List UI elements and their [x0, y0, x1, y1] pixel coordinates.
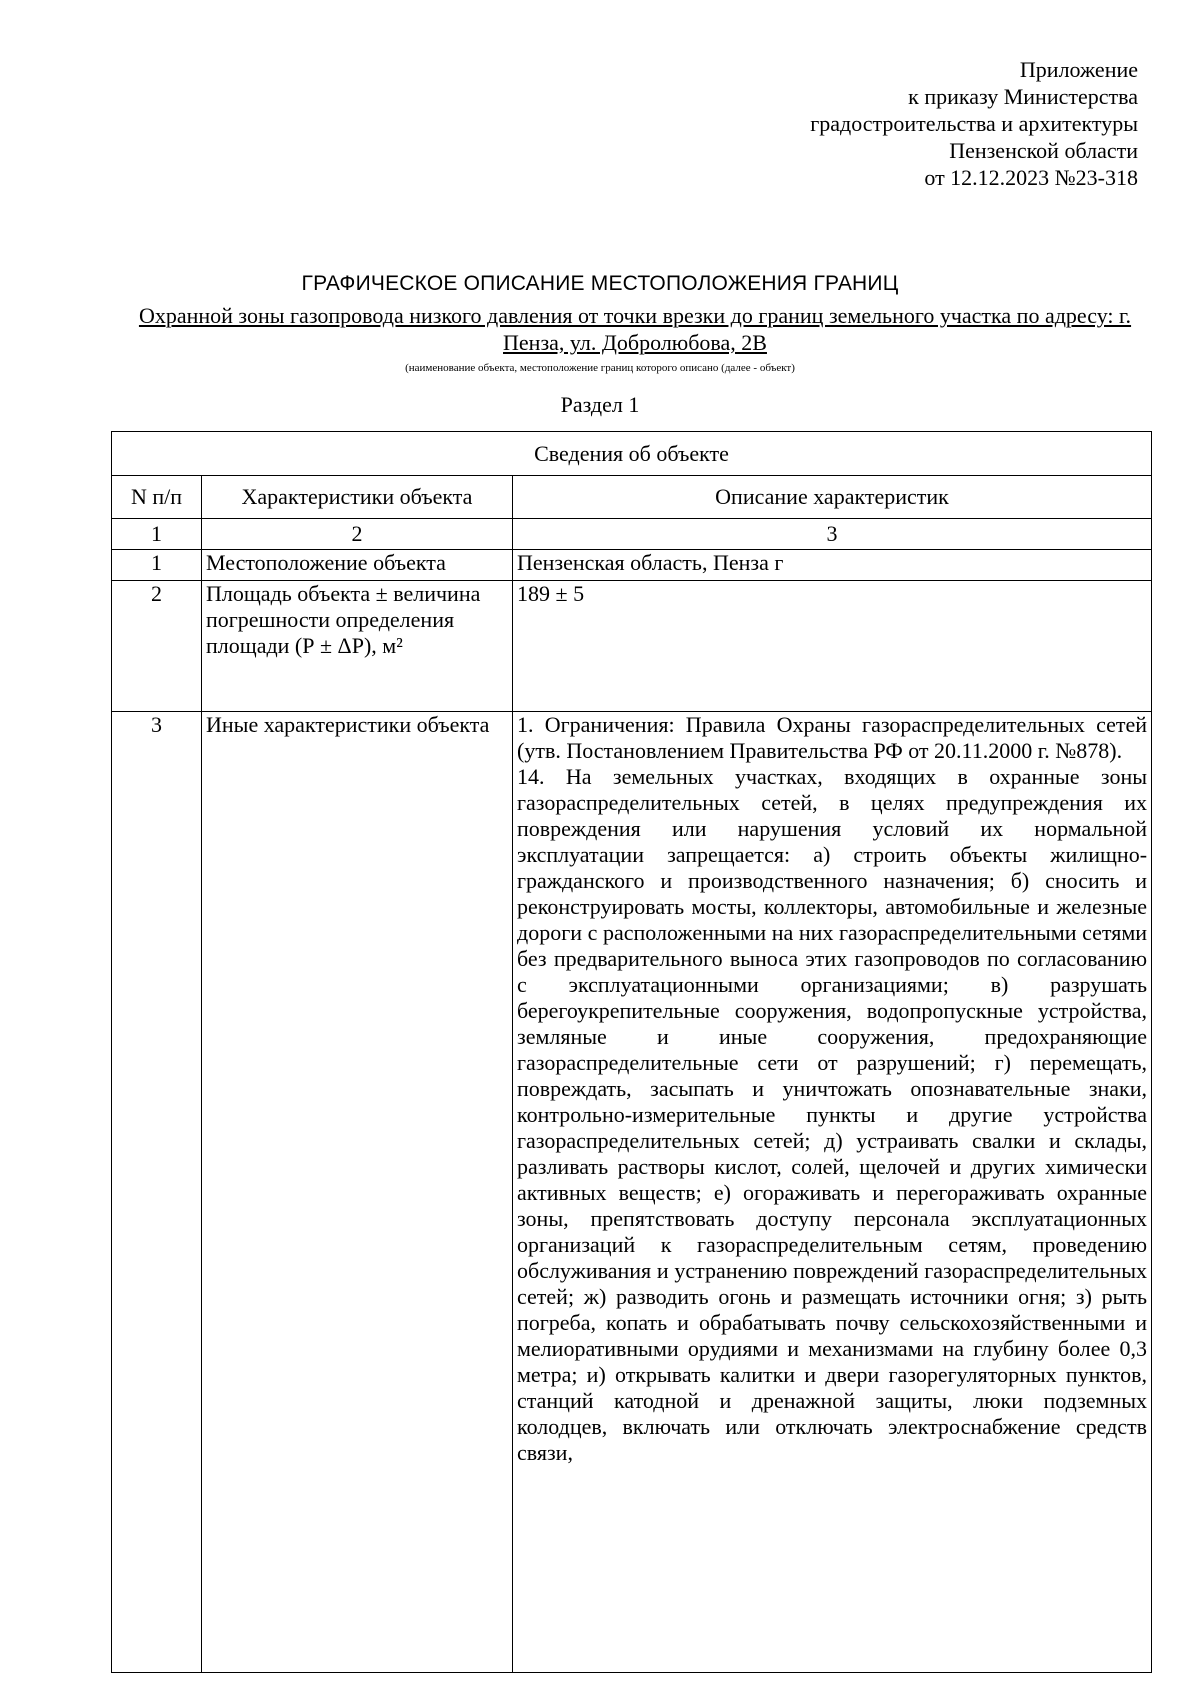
column-number: 2 [202, 519, 513, 550]
table-caption: Сведения об объекте [112, 432, 1152, 476]
row-characteristic: Иные характеристики объекта [202, 712, 513, 1673]
table-caption-row [112, 432, 1152, 476]
header-cell-characteristic: Характеристики объекта [202, 476, 513, 519]
prohibitions-paragraph: 14. На земельных участках, входящих в охранные зоны газораспределительных сетей, в целях предупреждения их повреждения или нарушения условий их нормальной эксплуатации запрещается: а) строить объекты жилищно-гражданского и производственного назначения; б) сносить и реконструировать мосты, коллекторы, автомобильные и железные дороги с расположенными на них газораспределительными сетями без предварительного выноса этих газопроводов по согласованию с эксплуатационными организациями; в) разрушать берегоукрепительные сооружения, водопропускные устройства, земляные и иные сооружения, предохраняющие газораспределительные сети от разрушений; г) перемещать, повреждать, засыпать и уничтожать опознавательные знаки, контрольно-измерительные пункты и другие устройства газораспределительных сетей; д) устраивать свалки и склады, разливать растворы кислот, солей, щелочей и других химически активных веществ; е) огораживать и перегораживать охранные зоны, препятствовать доступу персонала эксплуатационных организаций к газораспределительным сетям, проведению обслуживания и устранению повреждений газораспределительных сетей; ж) разводить огонь и размещать источники огня; з) рыть погреба, копать и обрабатывать почву сельскохозяйственными и мелиоративными орудиями и механизмами на глубину более 0,3 метра; и) открывать калитки и двери газорегуляторных пунктов, станций катодной и дренажной защиты, люки подземных колодцев, включать или отключать электроснабжение средств связи, [517, 764, 1148, 1465]
row-description: 189 ± 5 [513, 581, 1152, 712]
row-number: 2 [112, 581, 202, 712]
row-characteristic: Площадь объекта ± величина погрешности определения площади (Р ± ΔР), м² [202, 581, 513, 712]
object-info-table [111, 431, 1152, 1673]
header-cell-number: N п/п [112, 476, 202, 519]
column-number-row [112, 519, 1152, 550]
document-title: ГРАФИЧЕСКОЕ ОПИСАНИЕ МЕСТОПОЛОЖЕНИЯ ГРАНИЦ [301, 272, 899, 295]
object-name-hint: (наименование объекта, местоположение границ которого описано (далее - объект) [405, 362, 795, 374]
appendix-header-line: к приказу Министерства [908, 84, 1138, 109]
object-name: Охранной зоны газопровода низкого давления от точки врезки до границ земельного участка по адресу: г. Пенза, ул. Добролюбова, 2В [138, 303, 1132, 355]
appendix-header-line: от 12.12.2023 №23-318 [924, 165, 1138, 190]
row-description [513, 712, 1152, 1673]
row-number: 3 [112, 712, 202, 1673]
table-row [112, 581, 1152, 712]
row-description: Пензенская область, Пенза г [513, 550, 1152, 581]
column-number: 1 [112, 519, 202, 550]
appendix-header-line: Пензенской области [949, 138, 1138, 163]
appendix-header-line: градостроительства и архитектуры [810, 111, 1138, 136]
row-characteristic: Местоположение объекта [202, 550, 513, 581]
column-number: 3 [513, 519, 1152, 550]
section-label: Раздел 1 [560, 392, 640, 417]
appendix-header-line: Приложение [1019, 57, 1138, 82]
row-number: 1 [112, 550, 202, 581]
table-row [112, 712, 1152, 1673]
appendix-header [810, 56, 1138, 191]
header-cell-description: Описание характеристик [513, 476, 1152, 519]
table-header-row [112, 476, 1152, 519]
restriction-paragraph: 1. Ограничения: Правила Охраны газораспределительных сетей (утв. Постановлением Правительства РФ от 20.11.2000 г. №878). [517, 712, 1148, 763]
table-row [112, 550, 1152, 581]
